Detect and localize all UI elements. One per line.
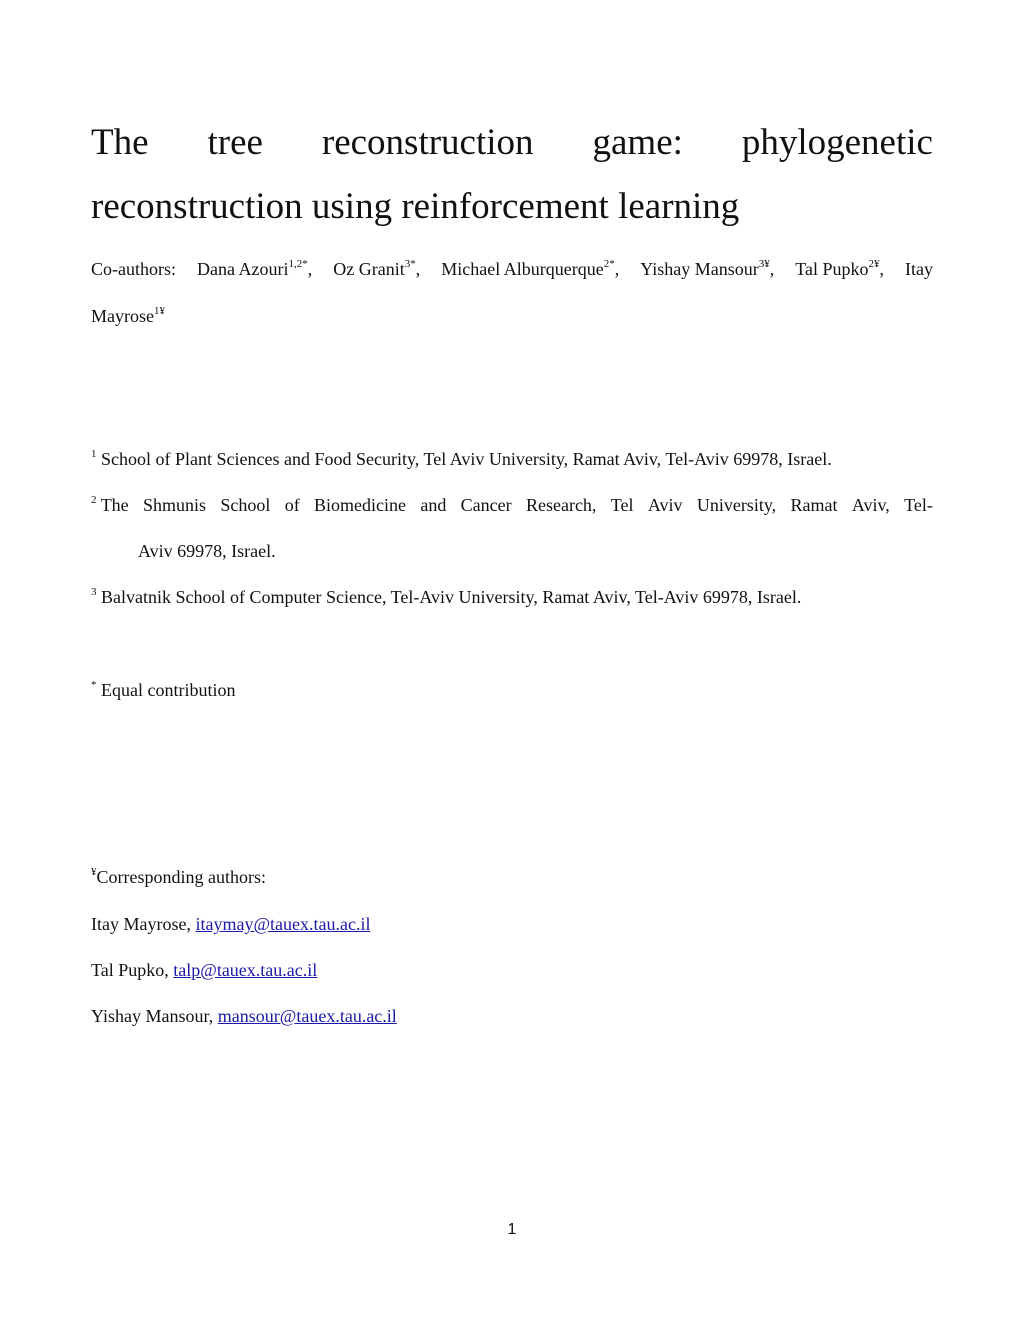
corresponding-entry — [91, 961, 317, 979]
email-link[interactable]: itaymay@tauex.tau.ac.il — [195, 914, 371, 934]
author-affiliation-sup: 1,2* — [288, 258, 308, 270]
corresponding-entry — [91, 1007, 397, 1025]
page-number: 1 — [507, 1221, 517, 1238]
title-word: tree — [207, 122, 263, 163]
equal-contribution-mark: * — [91, 679, 97, 691]
author-affiliation-sup: 2¥ — [868, 258, 880, 270]
affiliation-word: Cancer — [460, 495, 512, 515]
affiliation-word: University, — [696, 495, 777, 515]
paper-title-line-2: reconstruction using reinforcement learning — [91, 186, 740, 227]
title-word: reconstruction — [321, 122, 534, 163]
corresponding-mark: ¥ — [91, 866, 97, 878]
affiliation-word: $^2$ The — [91, 494, 129, 515]
affiliation-word: Aviv, — [851, 495, 890, 515]
author-entry: Michael Alburquerque$^{2*}$, — [441, 258, 620, 279]
corresponding-heading — [91, 868, 266, 886]
affiliation-word: Ramat — [790, 495, 838, 515]
author-affiliation-sup: 2* — [603, 258, 615, 270]
affiliation-text: Balvatnik School of Computer Science, Tel-Aviv University, Ramat Aviv, Tel-Aviv 69978, Israel. — [101, 587, 802, 607]
affiliation-2-line-2: Aviv 69978, Israel. — [138, 541, 276, 561]
authors-prefix: Co-authors: — [91, 259, 176, 279]
authors-line-2 — [91, 307, 165, 325]
corresponding-name: Itay Mayrose, — [91, 914, 191, 934]
title-word: The — [91, 122, 149, 163]
email-link[interactable]: mansour@tauex.tau.ac.il — [217, 1006, 397, 1026]
authors-line-1 — [91, 260, 933, 278]
author-entry: Dana Azouri$^{1,2*}$, — [197, 258, 313, 279]
affiliation-number: 3 — [91, 586, 97, 598]
affiliation-3 — [91, 588, 801, 606]
paper-title-line-1 — [91, 124, 933, 161]
corresponding-name: Yishay Mansour, — [91, 1006, 214, 1026]
affiliation-word: School — [220, 495, 271, 515]
corresponding-entry — [91, 915, 370, 933]
author-entry: Yishay Mansour$^{3¥}$, — [640, 258, 775, 279]
title-word: phylogenetic — [741, 122, 933, 163]
affiliation-word: Biomedicine — [314, 495, 407, 515]
affiliation-2-line-1 — [91, 496, 933, 514]
affiliation-word: Tel — [610, 495, 634, 515]
author-affiliation-sup: 3¥ — [758, 258, 770, 270]
author-first-name: Itay — [905, 259, 933, 279]
corresponding-name: Tal Pupko, — [91, 960, 169, 980]
affiliation-word: Research, — [525, 495, 597, 515]
affiliation-1 — [91, 450, 832, 468]
affiliation-word: Shmunis — [143, 495, 207, 515]
affiliation-word: and — [420, 495, 447, 515]
author-affiliation-sup: 3* — [404, 258, 416, 270]
affiliation-word: Tel- — [904, 495, 933, 515]
author-entry: Tal Pupko$^{2¥}$, — [795, 258, 884, 279]
affiliation-text: School of Plant Sciences and Food Security, Tel Aviv University, Ramat Aviv, Tel-Aviv 69978, Israel. — [101, 449, 832, 469]
author-entry: Oz Granit$^{3*}$, — [333, 258, 421, 279]
author-affiliation-sup: 1¥ — [153, 305, 165, 317]
email-link[interactable]: talp@tauex.tau.ac.il — [173, 960, 318, 980]
author-last-name: Mayrose — [91, 306, 154, 326]
affiliation-number: 2 — [91, 494, 97, 506]
title-word: game: — [592, 122, 683, 163]
affiliation-word: Aviv — [647, 495, 683, 515]
corresponding-heading-text: Corresponding authors: — [96, 867, 266, 887]
affiliation-number: 1 — [91, 448, 97, 460]
equal-contribution-text: Equal contribution — [101, 680, 236, 700]
equal-contribution-note — [91, 681, 235, 699]
affiliation-word: of — [284, 495, 300, 515]
